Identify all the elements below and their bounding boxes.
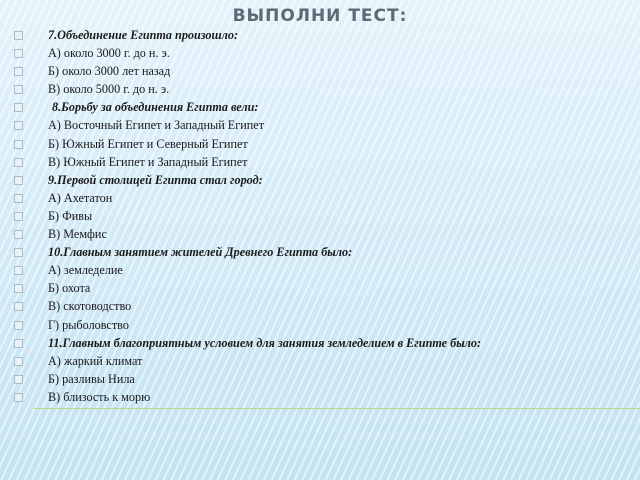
bullet-icon — [14, 393, 23, 402]
footer-divider — [34, 408, 640, 409]
test-list — [14, 26, 614, 406]
answer-text: Б) около 3000 лет назад — [48, 64, 171, 79]
question-line — [14, 171, 614, 189]
question-text: 8.Борьбу за объединения Египта вели: — [52, 100, 259, 115]
answer-text: А) жаркий климат — [48, 353, 143, 368]
question-text: 10.Главным занятием жителей Древнего Египта было: — [48, 245, 353, 260]
answer-option — [14, 116, 614, 134]
answer-text: Г) рыболовство — [48, 317, 129, 332]
answer-option — [14, 80, 614, 98]
answer-option — [14, 44, 614, 62]
answer-option — [14, 370, 614, 388]
answer-text: Б) охота — [48, 281, 91, 296]
answer-option — [14, 62, 614, 80]
question-line — [14, 243, 614, 261]
bullet-icon — [14, 302, 23, 311]
bullet-icon — [14, 339, 23, 348]
bullet-icon — [14, 266, 23, 275]
answer-text: Б) разливы Нила — [48, 371, 135, 386]
bullet-icon — [14, 176, 23, 185]
question-line — [14, 334, 614, 352]
answer-option — [14, 316, 614, 334]
answer-option — [14, 207, 614, 225]
answer-text: В) скотоводство — [48, 299, 132, 314]
bullet-icon — [14, 212, 23, 221]
bullet-icon — [14, 194, 23, 203]
answer-text: Б) Фивы — [48, 208, 93, 223]
bullet-icon — [14, 158, 23, 167]
answer-text: В) около 5000 г. до н. э. — [48, 82, 170, 97]
bullet-icon — [14, 248, 23, 257]
question-text: 9.Первой столицей Египта стал город: — [48, 172, 263, 187]
bullet-icon — [14, 321, 23, 330]
bullet-icon — [14, 284, 23, 293]
question-text: 7.Объединение Египта произошло: — [48, 28, 239, 42]
bullet-icon — [14, 140, 23, 149]
bullet-icon — [14, 375, 23, 384]
answer-option — [14, 279, 614, 297]
question-line — [14, 98, 614, 116]
bullet-icon — [14, 67, 23, 76]
answer-option — [14, 261, 614, 279]
answer-option — [14, 225, 614, 243]
answer-text: А) около 3000 г. до н. э. — [48, 46, 170, 61]
answer-text: В) Южный Египет и Западный Египет — [48, 154, 248, 169]
answer-text: А) Ахетатон — [48, 190, 113, 205]
answer-option — [14, 189, 614, 207]
slide-title: ВЫПОЛНИ ТЕСТ: — [232, 6, 408, 26]
bullet-icon — [14, 49, 23, 58]
bullet-icon — [14, 230, 23, 239]
answer-text: А) Восточный Египет и Западный Египет — [48, 118, 265, 133]
bullet-icon — [14, 31, 23, 40]
answer-option — [14, 352, 614, 370]
question-line — [14, 26, 614, 44]
answer-text: А) земледелие — [48, 263, 123, 278]
bullet-icon — [14, 121, 23, 130]
bullet-icon — [14, 85, 23, 94]
answer-text: Б) Южный Египет и Северный Египет — [48, 136, 248, 151]
bullet-icon — [14, 103, 23, 112]
answer-text: В) Мемфис — [48, 227, 107, 242]
answer-option — [14, 388, 614, 406]
bullet-icon — [14, 357, 23, 366]
question-text: 11.Главным благоприятным условием для занятия земледелием в Египте было: — [48, 335, 482, 350]
answer-text: В) близость к морю — [48, 389, 151, 404]
answer-option — [14, 153, 614, 171]
answer-option — [14, 297, 614, 315]
answer-option — [14, 135, 614, 153]
